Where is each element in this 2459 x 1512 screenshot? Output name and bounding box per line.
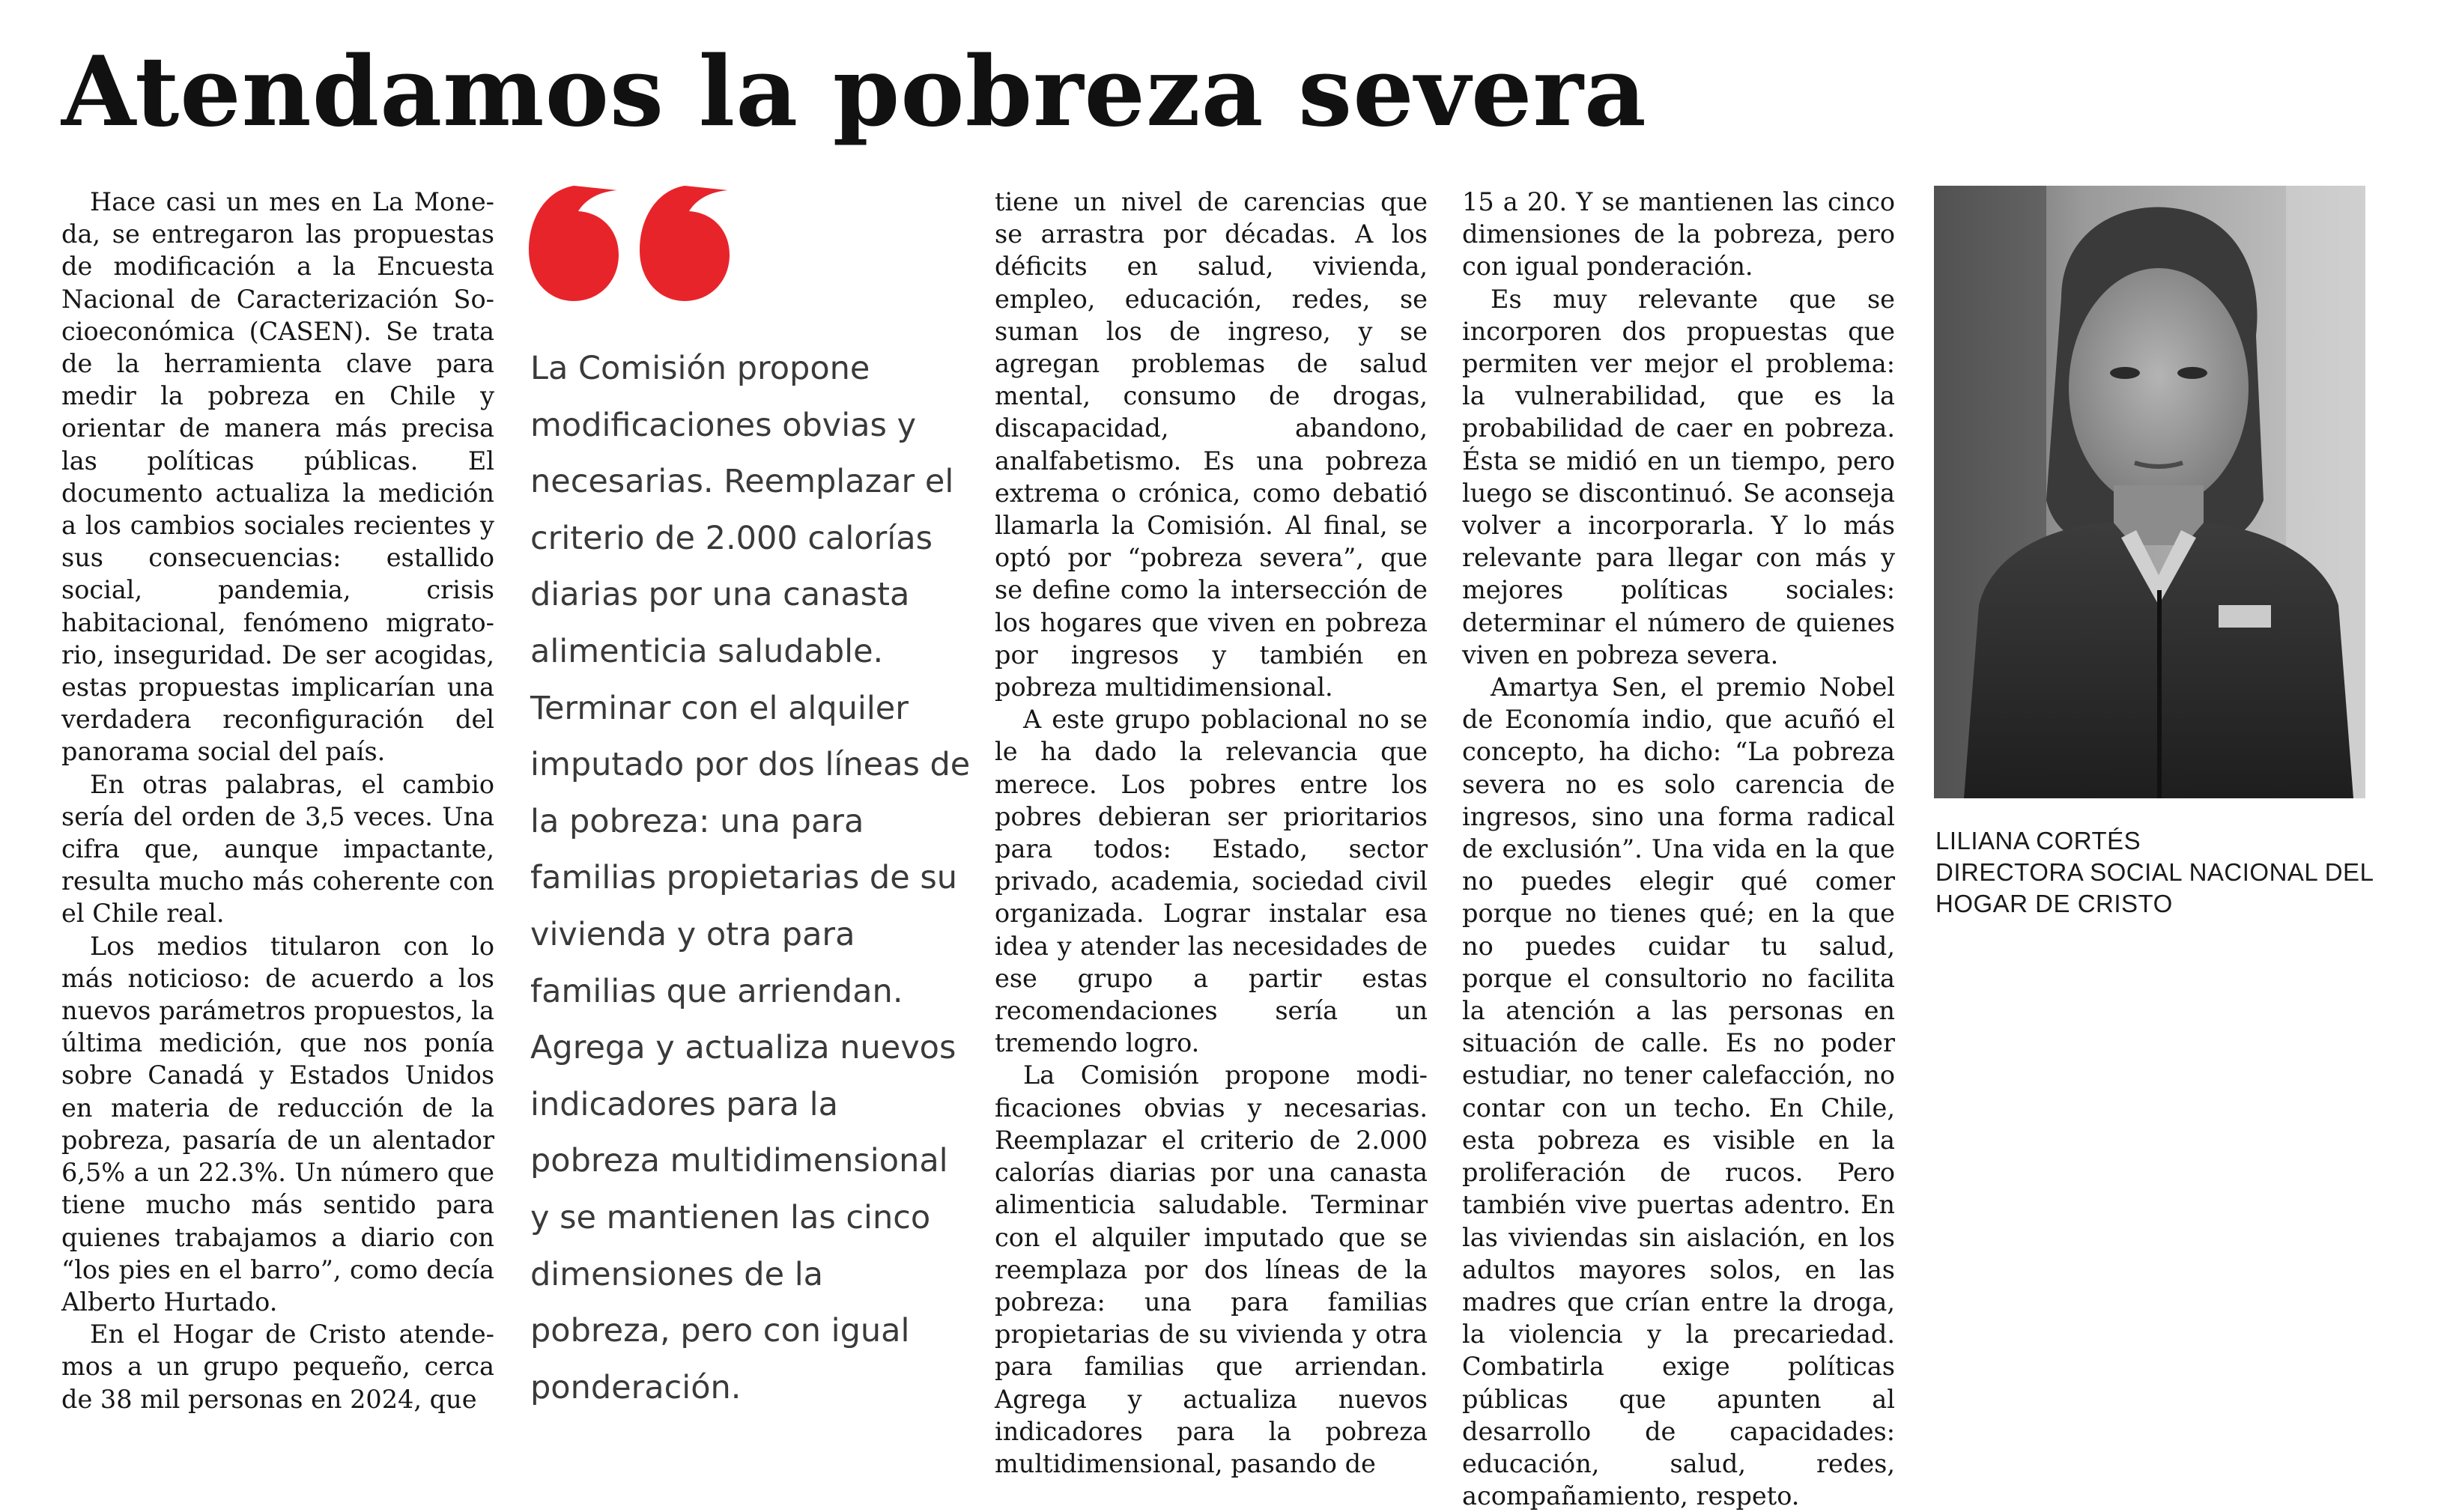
author-name: LILIANA CORTÉS bbox=[1935, 827, 2141, 854]
article-paragraph: Amartya Sen, el premio Nobel de Economía indio, que acuñó el concepto, ha dicho: “La pobreza severa no es solo carencia de ingresos, sino una forma radical de exclusión”. Una vida en la que no puedes elegir qué comer porque no tienes qué; en la que no puedes cuidar tu salud, porque el consultorio no facilita la atención a las personas en situación de calle. Es no poder estudiar, no tener calefacción, no contar con un techo. En Chile, esta pobreza es visible en la proliferación de rucos. Pero también vive puertas adentro. En las viviendas sin aislación, en los adultos mayores solos, en las madres que crían entre la droga, la violencia y la precariedad. Combatirla exige políticas públicas que apunten al desarrollo de capacidades: educación, salud, redes, acompañamiento, respeto. bbox=[1462, 672, 1895, 1511]
article-paragraph: En el Hogar de Cristo atendemos a un grupo pequeño, cerca de 38 mil personas en 2024, que bbox=[61, 1320, 494, 1414]
author-caption bbox=[1935, 825, 2385, 920]
article-paragraph: 15 a 20. Y se mantienen las cinco dimensiones de la pobreza, pero con igual ponderación. bbox=[1462, 187, 1895, 282]
article-paragraph: Los medios titularon con lo más noticioso: de acuerdo a los nuevos parámetros propuestos, la última medición, que nos ponía sobre Canadá y Estados Unidos en materia de reducción de la pobreza, pasaría de un alentador 6,5% a un 22.3%. Un número que tiene mucho más sentido para quienes trabajamos a diario con “los pies en el barro”, como decía Alberto Hurtado. bbox=[61, 931, 494, 1317]
article-column-3 bbox=[995, 186, 1428, 1480]
article-column-1 bbox=[61, 186, 494, 1415]
article-paragraph: A este grupo poblacional no se le ha dado la relevancia que merece. Los pobres entre los pobres debieran ser prioritarios para todos: Estado, sector privado, academia, sociedad civil organizada. Lograr instalar esa idea y atender las necesidades de ese grupo a partir estas recomendaciones sería un tremendo logro. bbox=[995, 705, 1428, 1058]
article-paragraph: En otras palabras, el cambio sería del orden de 3,5 veces. Una cifra que, aunque impactante, resulta mucho más coherente con el Chile real. bbox=[61, 769, 494, 929]
article-paragraph: Es muy relevante que se incorporen dos propuestas que permiten ver mejor el problema: la vulnerabilidad, que es la probabilidad de caer en pobreza. Ésta se midió en un tiempo, pero luego se discontinuó. Se aconseja volver a incorporarla. Y lo más relevante para llegar con más y mejores políticas sociales: determinar el número de quienes viven en pobreza severa. bbox=[1462, 284, 1895, 670]
author-role-line-1: DIRECTORA SOCIAL NACIONAL DEL bbox=[1935, 858, 2374, 886]
article-column-4 bbox=[1462, 186, 1895, 1512]
headline: Atendamos la pobreza severa bbox=[61, 36, 1647, 148]
article-paragraph: La Comisión propone modificaciones obvias y necesarias. Reemplazar el criterio de 2.000 calorías diarias por una canasta alimenticia saludable. Terminar con el alquiler imputado que se reemplaza por dos líneas de la pobreza: una para familias propietarias de su vivienda y otra para familias que arriendan. Agrega y actualiza nuevos indicadores para la pobreza multidimensional, pasando de bbox=[995, 1060, 1428, 1478]
author-role-line-2: HOGAR DE CRISTO bbox=[1935, 890, 2173, 917]
article-paragraph: tiene un nivel de carencias que se arrastra por décadas. A los déficits en salud, vivienda, empleo, educación, redes, se suman los de ingreso, y se agregan problemas de salud mental, consumo de drogas, discapacidad, abandono, analfabetismo. Es una pobreza extrema o crónica, como debatió llamarla la Comisión. Al final, se optó por “pobreza severa”, que se define como la intersección de los hogares que viven en pobreza por ingresos y también en pobreza multidimensional. bbox=[995, 187, 1428, 702]
opening-quote-mark-icon bbox=[524, 181, 734, 307]
author-portrait-photo bbox=[1934, 186, 2365, 798]
pull-quote: La Comisión propone modificaciones obvias y necesarias. Reemplazar el criterio de 2.000 calorías diarias por una canasta alimenticia saludable. Terminar con el alquiler imputado por dos líneas de la pobreza: una para familias propietarias de su vivienda y otra para familias que arriendan. Agrega y actualiza nuevos indicadores para la pobreza multidimensional y se mantienen las cinco dimensiones de la pobreza, pero con igual ponderación. bbox=[530, 350, 971, 1406]
article-paragraph: Hace casi un mes en La Moneda, se entregaron las propuestas de modificación a la Encuesta Nacional de Caracterización Socioeconómica (CASEN). Se trata de la herramienta clave para medir la pobreza en Chile y orientar de manera más precisa las políticas públicas. El documento actualiza la medición a los cambios sociales recientes y sus consecuencias: estallido social, pandemia, crisis habitacional, fenómeno migratorio, inseguridad. De ser acogidas, estas propuestas implicarían una verdadera reconfiguración del panorama social del país. bbox=[61, 187, 494, 767]
